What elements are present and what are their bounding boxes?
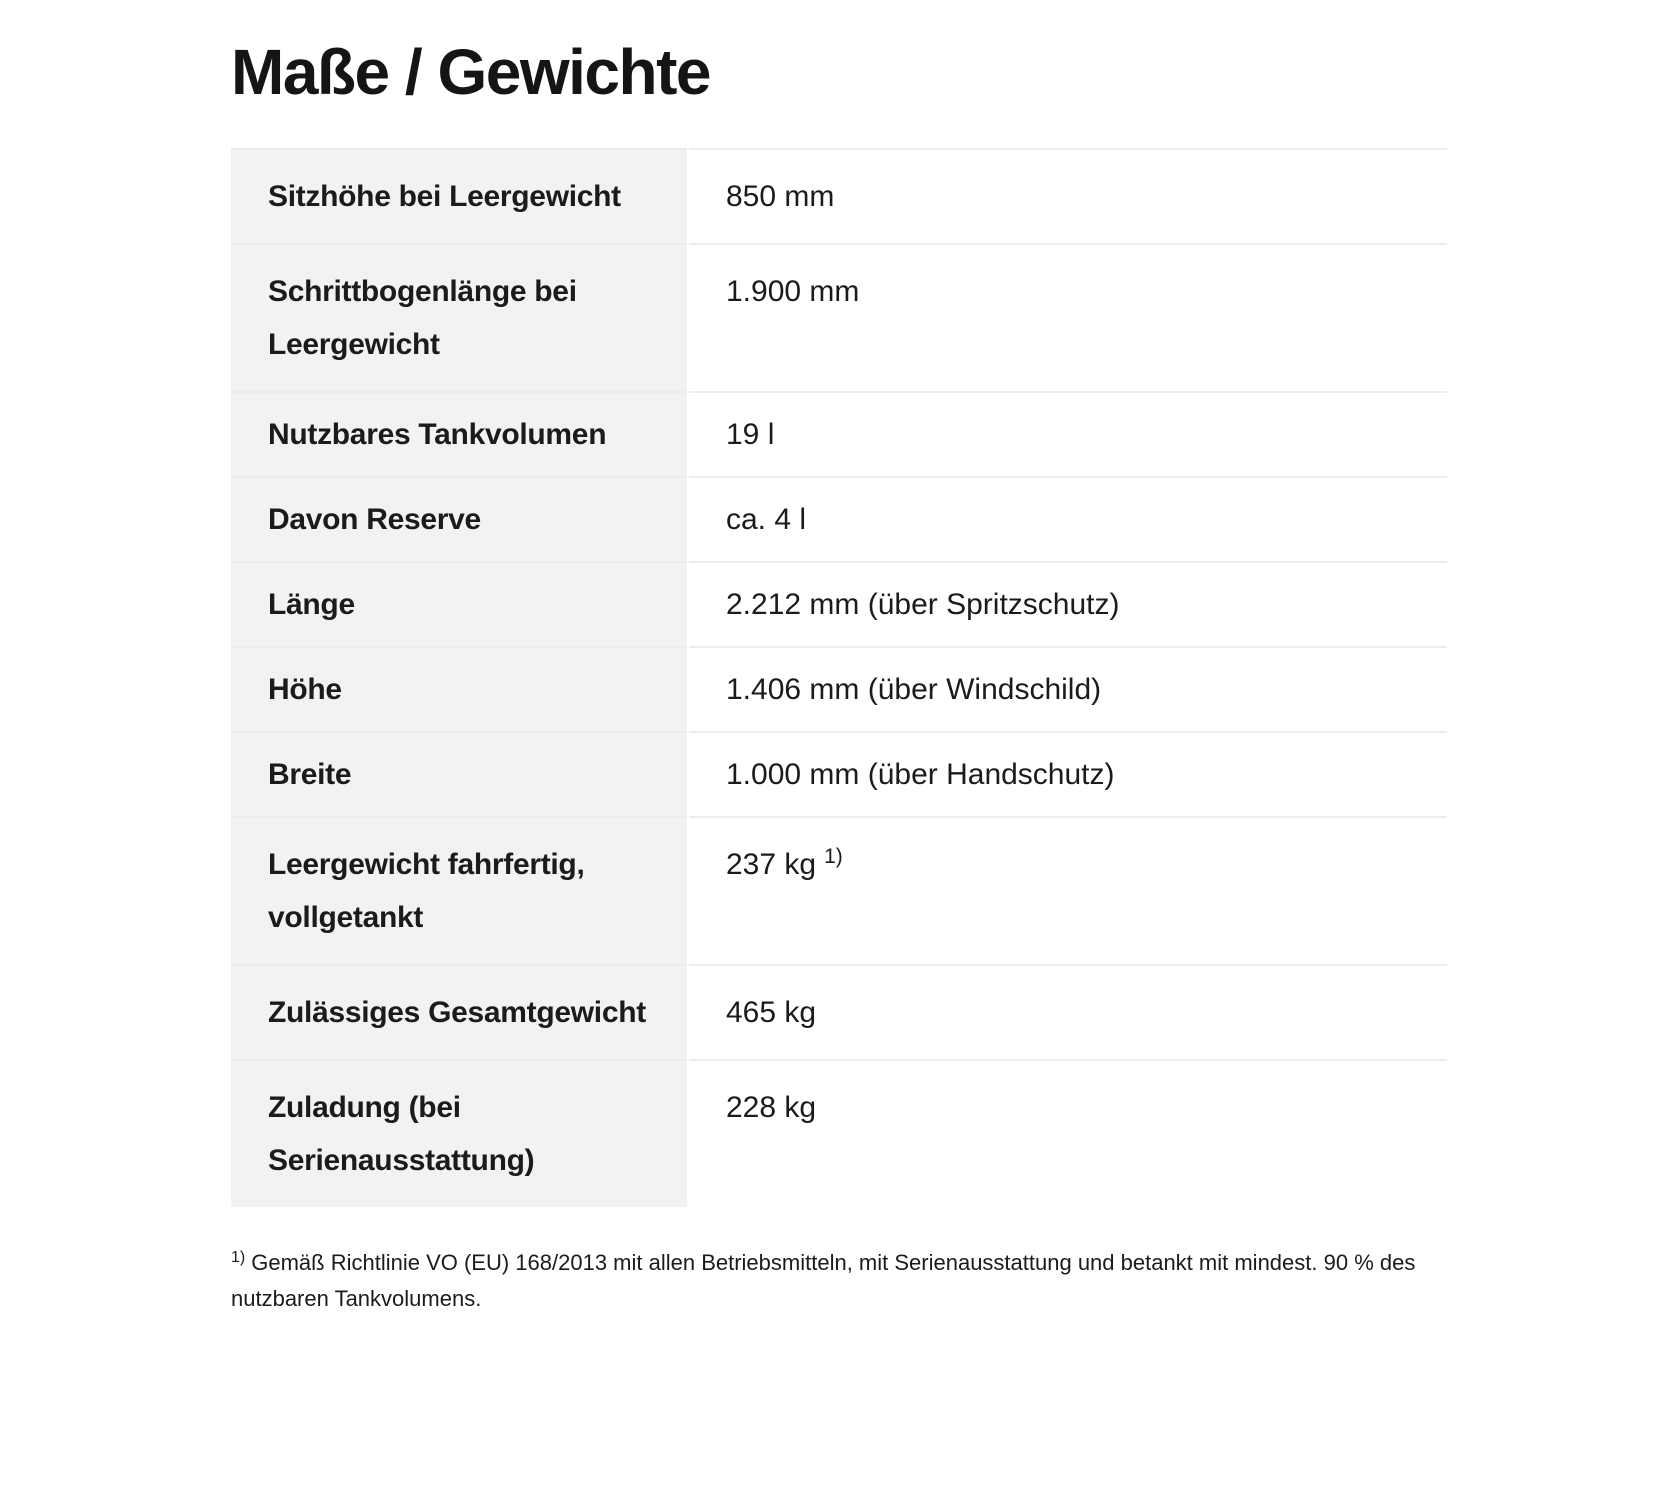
spec-label: Breite	[231, 732, 688, 817]
spec-value: 237 kg $^{1)}$	[688, 817, 1447, 965]
table-row	[231, 477, 1447, 562]
spec-value: 1.900 mm	[688, 244, 1447, 392]
spec-label: Nutzbares Tankvolumen	[231, 392, 688, 477]
table-row	[231, 965, 1447, 1060]
dimensions-weights-section	[231, 0, 1447, 1317]
spec-value: 465 kg	[688, 965, 1447, 1060]
table-row	[231, 244, 1447, 392]
table-row	[231, 562, 1447, 647]
footnote-mark: 1)	[231, 1248, 246, 1266]
spec-value: ca. 4 l	[688, 477, 1447, 562]
table-row	[231, 732, 1447, 817]
footnote-reference: 1)	[824, 845, 843, 868]
table-row	[231, 149, 1447, 244]
spec-value: 2.212 mm (über Spritzschutz)	[688, 562, 1447, 647]
spec-value: 1.000 mm (über Handschutz)	[688, 732, 1447, 817]
spec-label: Sitzhöhe bei Leergewicht	[231, 149, 688, 244]
footnote	[231, 1245, 1447, 1317]
spec-value: 19 l	[688, 392, 1447, 477]
spec-label: Höhe	[231, 647, 688, 732]
spec-value: 228 kg	[688, 1060, 1447, 1207]
spec-label: Zuladung (bei Serienausstattung)	[231, 1060, 688, 1207]
spec-label: Schrittbogenlänge bei Leergewicht	[231, 244, 688, 392]
table-row	[231, 647, 1447, 732]
spec-label: Länge	[231, 562, 688, 647]
page-title: Maße / Gewichte	[231, 36, 710, 108]
spec-table	[231, 148, 1447, 1207]
table-row	[231, 392, 1447, 477]
footnote-text: Gemäß Richtlinie VO (EU) 168/2013 mit allen Betriebsmitteln, mit Serienausstattung und betankt mit mindest. 90 % des nutzbaren Tankvolumens.	[231, 1250, 1416, 1311]
spec-value: 1.406 mm (über Windschild)	[688, 647, 1447, 732]
spec-value: 850 mm	[688, 149, 1447, 244]
spec-label: Zulässiges Gesamtgewicht	[231, 965, 688, 1060]
spec-label: Leergewicht fahrfertig, vollgetankt	[231, 817, 688, 965]
spec-label: Davon Reserve	[231, 477, 688, 562]
table-row	[231, 817, 1447, 965]
table-row	[231, 1060, 1447, 1207]
